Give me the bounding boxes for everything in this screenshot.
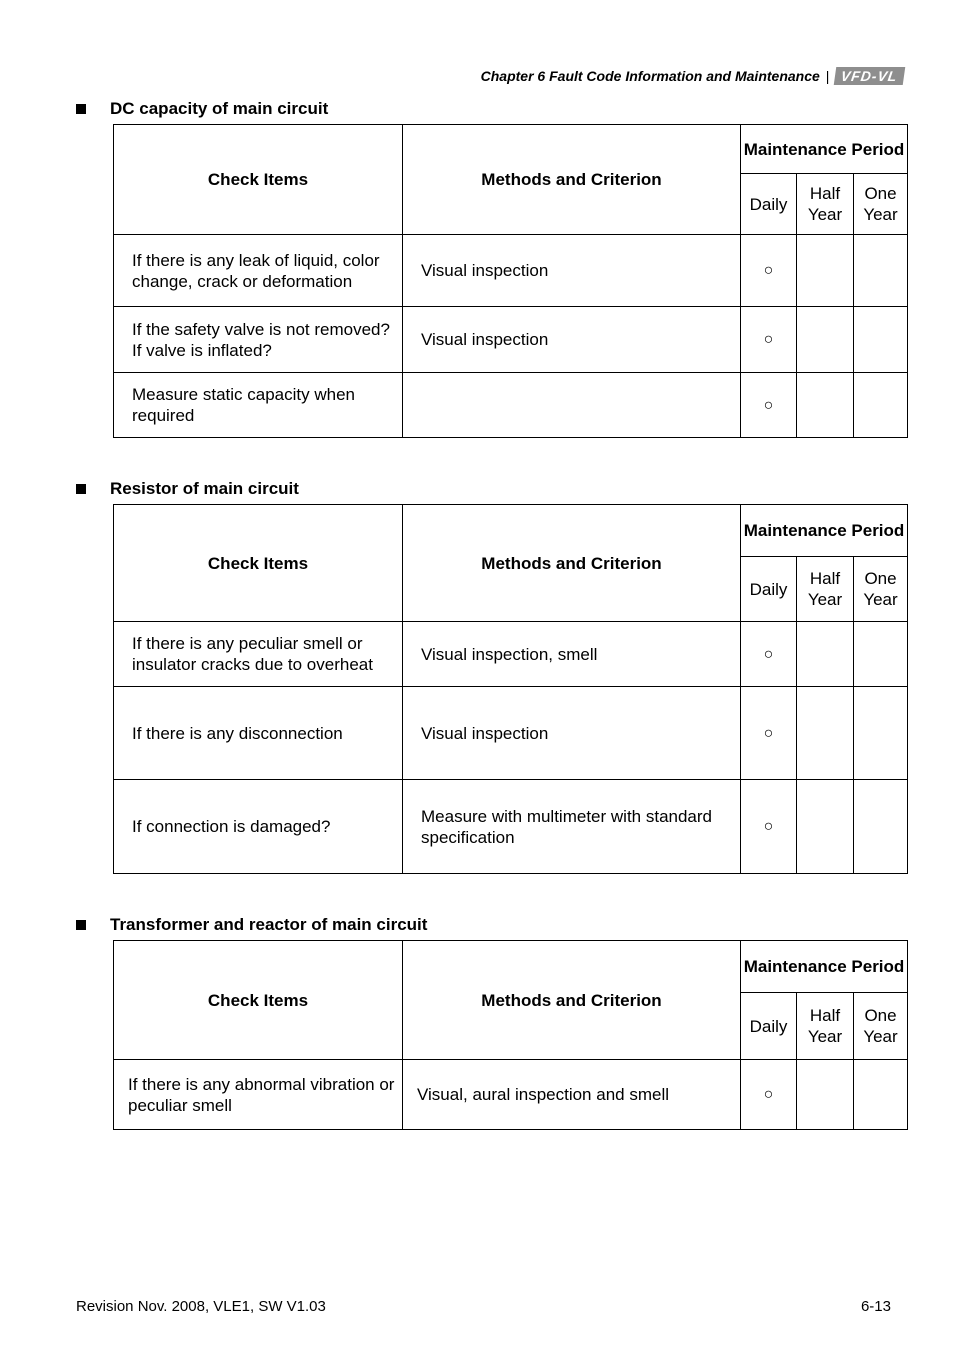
half-year-cell	[797, 307, 854, 373]
header-check-items: Check Items	[114, 125, 403, 235]
method: Visual inspection, smell	[403, 622, 741, 687]
vfd-vl-logo: VFD-VL	[834, 67, 905, 85]
square-bullet-icon	[76, 920, 86, 930]
chapter-title: Chapter 6 Fault Code Information and Maintenance	[480, 68, 820, 84]
header-separator: |	[825, 68, 830, 84]
resistor-table	[113, 504, 908, 874]
square-bullet-icon	[76, 104, 86, 114]
check-item: If there is any abnormal vibration or peculiar smell	[114, 1060, 403, 1130]
half-year-cell	[797, 1060, 854, 1130]
one-year-cell	[854, 1060, 908, 1130]
one-year-cell	[854, 235, 908, 307]
header-one-year: One Year	[854, 174, 908, 235]
transformer-table	[113, 940, 908, 1130]
table-row	[114, 373, 908, 438]
header-one-year: One Year	[854, 557, 908, 622]
header-half-year: Half Year	[797, 174, 854, 235]
header-methods: Methods and Criterion	[403, 941, 741, 1060]
header-daily: Daily	[741, 557, 797, 622]
header-daily: Daily	[741, 174, 797, 235]
half-year-cell	[797, 235, 854, 307]
section-title-resistor	[76, 479, 299, 499]
dc-capacity-table	[113, 124, 908, 438]
square-bullet-icon	[76, 484, 86, 494]
one-year-cell	[854, 687, 908, 780]
revision-text: Revision Nov. 2008, VLE1, SW V1.03	[76, 1298, 326, 1315]
method: Visual inspection	[403, 235, 741, 307]
one-year-cell	[854, 780, 908, 874]
daily-circle-icon: ○	[741, 307, 797, 373]
table-row	[114, 687, 908, 780]
method: Visual inspection	[403, 687, 741, 780]
method	[403, 373, 741, 438]
header-daily: Daily	[741, 993, 797, 1060]
header-maintenance-period: Maintenance Period	[741, 941, 908, 993]
one-year-cell	[854, 307, 908, 373]
section-title-text: DC capacity of main circuit	[110, 99, 329, 118]
header-maintenance-period: Maintenance Period	[741, 505, 908, 557]
check-item: If there is any leak of liquid, color change, crack or deformation	[114, 235, 403, 307]
half-year-cell	[797, 373, 854, 438]
header-half-year: Half Year	[797, 993, 854, 1060]
daily-circle-icon: ○	[741, 622, 797, 687]
header-maintenance-period: Maintenance Period	[741, 125, 908, 174]
header-methods: Methods and Criterion	[403, 505, 741, 622]
half-year-cell	[797, 622, 854, 687]
section-title-text: Transformer and reactor of main circuit	[110, 915, 428, 934]
method: Measure with multimeter with standard specification	[403, 780, 741, 874]
daily-circle-icon: ○	[741, 1060, 797, 1130]
method: Visual inspection	[403, 307, 741, 373]
daily-circle-icon: ○	[741, 780, 797, 874]
table-row	[114, 1060, 908, 1130]
table-row	[114, 235, 908, 307]
check-item: If the safety valve is not removed? If valve is inflated?	[114, 307, 403, 373]
table-row	[114, 622, 908, 687]
header-check-items: Check Items	[114, 505, 403, 622]
header-check-items: Check Items	[114, 941, 403, 1060]
table-row	[114, 307, 908, 373]
daily-circle-icon: ○	[741, 235, 797, 307]
half-year-cell	[797, 687, 854, 780]
check-item: Measure static capacity when required	[114, 373, 403, 438]
one-year-cell	[854, 622, 908, 687]
check-item: If connection is damaged?	[114, 780, 403, 874]
header-half-year: Half Year	[797, 557, 854, 622]
daily-circle-icon: ○	[741, 373, 797, 438]
section-title-transformer	[76, 915, 427, 935]
header-one-year: One Year	[854, 993, 908, 1060]
page-number: 6-13	[860, 1298, 891, 1315]
header-methods: Methods and Criterion	[403, 125, 741, 235]
method: Visual, aural inspection and smell	[403, 1060, 741, 1130]
table-row	[114, 780, 908, 874]
check-item: If there is any disconnection	[114, 687, 403, 780]
check-item: If there is any peculiar smell or insulator cracks due to overheat	[114, 622, 403, 687]
page-header	[481, 67, 904, 85]
half-year-cell	[797, 780, 854, 874]
one-year-cell	[854, 373, 908, 438]
daily-circle-icon: ○	[741, 687, 797, 780]
section-title-text: Resistor of main circuit	[110, 479, 299, 498]
section-title-dc-capacity	[76, 99, 328, 119]
